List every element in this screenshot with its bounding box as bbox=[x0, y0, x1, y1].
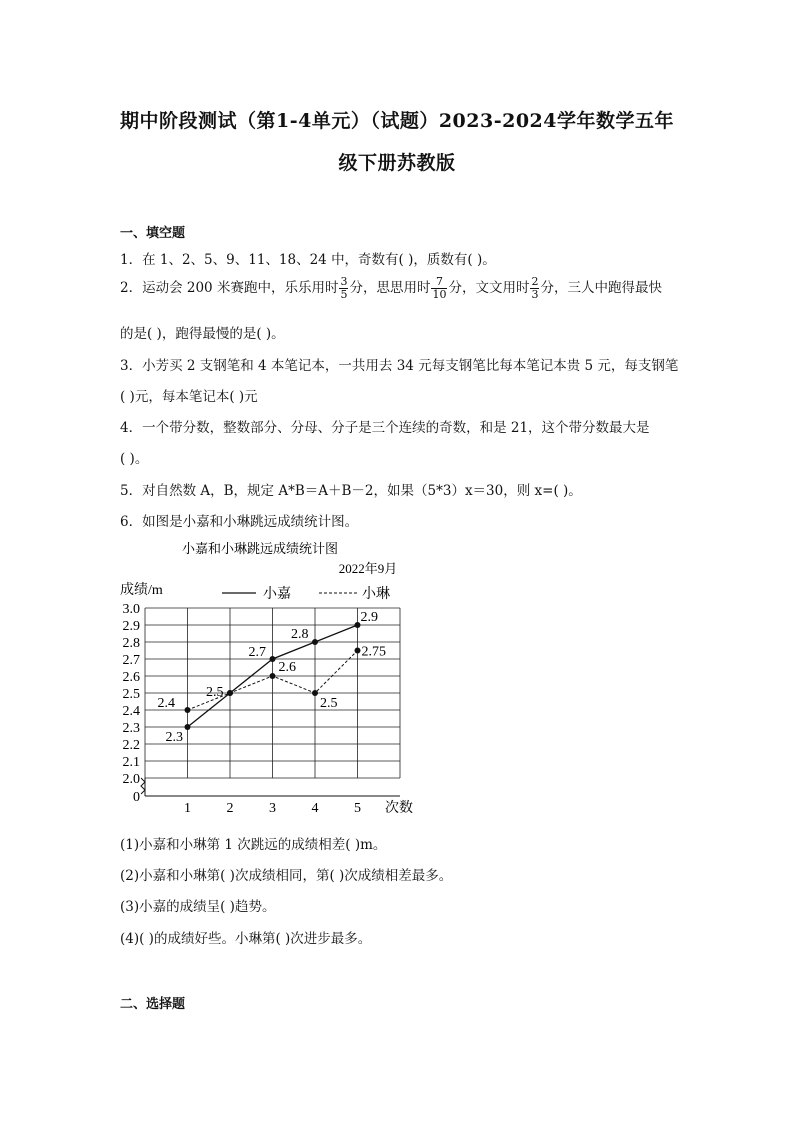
xiaolin-point bbox=[227, 690, 233, 696]
xiaojia-point bbox=[185, 724, 191, 730]
q2-fraction-3-numerator: 2 bbox=[531, 275, 539, 288]
xiaolin-point bbox=[270, 673, 276, 679]
question-2-line2: 的是( )，跑得最慢的是( )。 bbox=[120, 326, 285, 342]
q2-text-a: 2．运动会 200 米赛跑中，乐乐用时 bbox=[120, 280, 339, 296]
xiaolin-data-label: 2.75 bbox=[361, 644, 386, 660]
chart-grid bbox=[141, 608, 400, 796]
chart-series bbox=[158, 610, 387, 745]
question-2-line1 bbox=[120, 276, 662, 301]
chart-title: 小嘉和小琳跳远成绩统计图 bbox=[181, 541, 339, 556]
sub-question-4: (4)( )的成绩好些。小琳第( )次进步最多。 bbox=[120, 931, 372, 947]
xiaojia-data-label: 2.8 bbox=[291, 627, 309, 642]
y-tick-label: 3.0 bbox=[122, 602, 140, 617]
question-1: 1．在 1、2、5、9、11、18、24 中，奇数有( )，质数有( )。 bbox=[120, 252, 496, 268]
q2-text-d: 分，三人中跑得最快 bbox=[540, 280, 662, 296]
q2-fraction-1-numerator: 3 bbox=[340, 275, 348, 288]
q2-fraction-3-denominator: 3 bbox=[531, 288, 539, 301]
xiaolin-point bbox=[355, 648, 361, 654]
y-tick-label: 2.5 bbox=[122, 687, 140, 702]
x-tick-label: 1 bbox=[184, 801, 191, 816]
y-tick-label: 2.2 bbox=[122, 738, 140, 753]
xiaojia-data-label: 2.7 bbox=[248, 645, 266, 660]
q2-fraction-3 bbox=[530, 276, 539, 301]
chart-subtitle: 2022年9月 bbox=[338, 561, 398, 576]
question-4-line2: ( )。 bbox=[120, 451, 149, 467]
y-tick-label: 2.1 bbox=[122, 755, 140, 770]
chart-y-axis-label: 成绩/m bbox=[120, 583, 163, 598]
xiaolin-data-label: 2.5 bbox=[320, 696, 338, 711]
x-tick-label: 5 bbox=[354, 801, 361, 816]
question-3-line2: ( )元，每本笔记本( )元 bbox=[120, 389, 258, 405]
line-chart bbox=[0, 530, 794, 830]
y-tick-label: 2.4 bbox=[122, 704, 140, 719]
y-tick-label: 2.0 bbox=[122, 772, 140, 787]
q2-fraction-1-denominator: 5 bbox=[340, 288, 348, 301]
chart-x-axis-label: 次数 bbox=[385, 801, 413, 816]
legend-series-2-label: 小琳 bbox=[362, 587, 390, 602]
y-tick-label: 2.6 bbox=[122, 670, 140, 685]
section-multiple-choice-heading: 二、选择题 bbox=[120, 997, 186, 1012]
xiaojia-data-label: 2.5 bbox=[206, 685, 224, 700]
q2-fraction-2 bbox=[431, 276, 447, 301]
xiaojia-point bbox=[270, 656, 276, 662]
q2-fraction-1 bbox=[339, 276, 348, 301]
xiaolin-data-label: 2.4 bbox=[157, 696, 175, 711]
xiaojia-point bbox=[312, 639, 318, 645]
sub-question-3: (3)小嘉的成绩呈( )趋势。 bbox=[120, 899, 276, 915]
question-3-line1: 3．小芳买 2 支钢笔和 4 本笔记本，一共用去 34 元每支钢笔比每本笔记本贵 5 元，每支钢笔 bbox=[120, 358, 679, 374]
x-tick-label: 3 bbox=[269, 801, 276, 816]
y-tick-label: 2.8 bbox=[122, 636, 140, 651]
section-fill-blank-heading: 一、填空题 bbox=[120, 226, 186, 241]
axis-break-mark bbox=[141, 778, 145, 794]
question-5: 5．对自然数 A，B，规定 A*B＝A＋B－2，如果（5*3）x＝30，则 x=( )。 bbox=[120, 483, 582, 499]
y-tick-label: 2.9 bbox=[122, 619, 140, 634]
question-4-line1: 4．一个带分数，整数部分、分母、分子是三个连续的奇数，和是 21，这个带分数最大是 bbox=[120, 420, 650, 436]
y-tick-label: 2.3 bbox=[122, 721, 140, 736]
legend-series-1-label: 小嘉 bbox=[263, 587, 291, 602]
x-tick-label: 4 bbox=[311, 801, 319, 816]
doc-title-line1: 期中阶段测试（第1-4单元）（试题）2023-2024学年数学五年 bbox=[120, 110, 674, 132]
xiaolin-point bbox=[312, 690, 318, 696]
y-tick-label: 2.7 bbox=[122, 653, 140, 668]
q2-text-c: 分，文文用时 bbox=[448, 280, 530, 296]
xiaojia-data-label: 2.9 bbox=[360, 610, 378, 625]
xiaolin-data-label: 2.6 bbox=[278, 660, 296, 675]
q2-text-b: 分，思思用时 bbox=[349, 280, 431, 296]
doc-title-line2: 级下册苏教版 bbox=[338, 152, 456, 174]
xiaolin-point bbox=[185, 707, 191, 713]
y-tick-label: 0 bbox=[133, 790, 140, 805]
x-tick-label: 2 bbox=[226, 801, 234, 816]
xiaojia-data-label: 2.3 bbox=[165, 730, 183, 745]
sub-question-1: (1)小嘉和小琳第 1 次跳远的成绩相差( )m。 bbox=[120, 837, 387, 853]
sub-question-2: (2)小嘉和小琳第( )次成绩相同，第( )次成绩相差最多。 bbox=[120, 868, 453, 884]
q2-fraction-2-numerator: 7 bbox=[431, 276, 447, 289]
question-6: 6．如图是小嘉和小琳跳远成绩统计图。 bbox=[120, 514, 359, 530]
q2-fraction-2-denominator: 10 bbox=[432, 288, 447, 301]
